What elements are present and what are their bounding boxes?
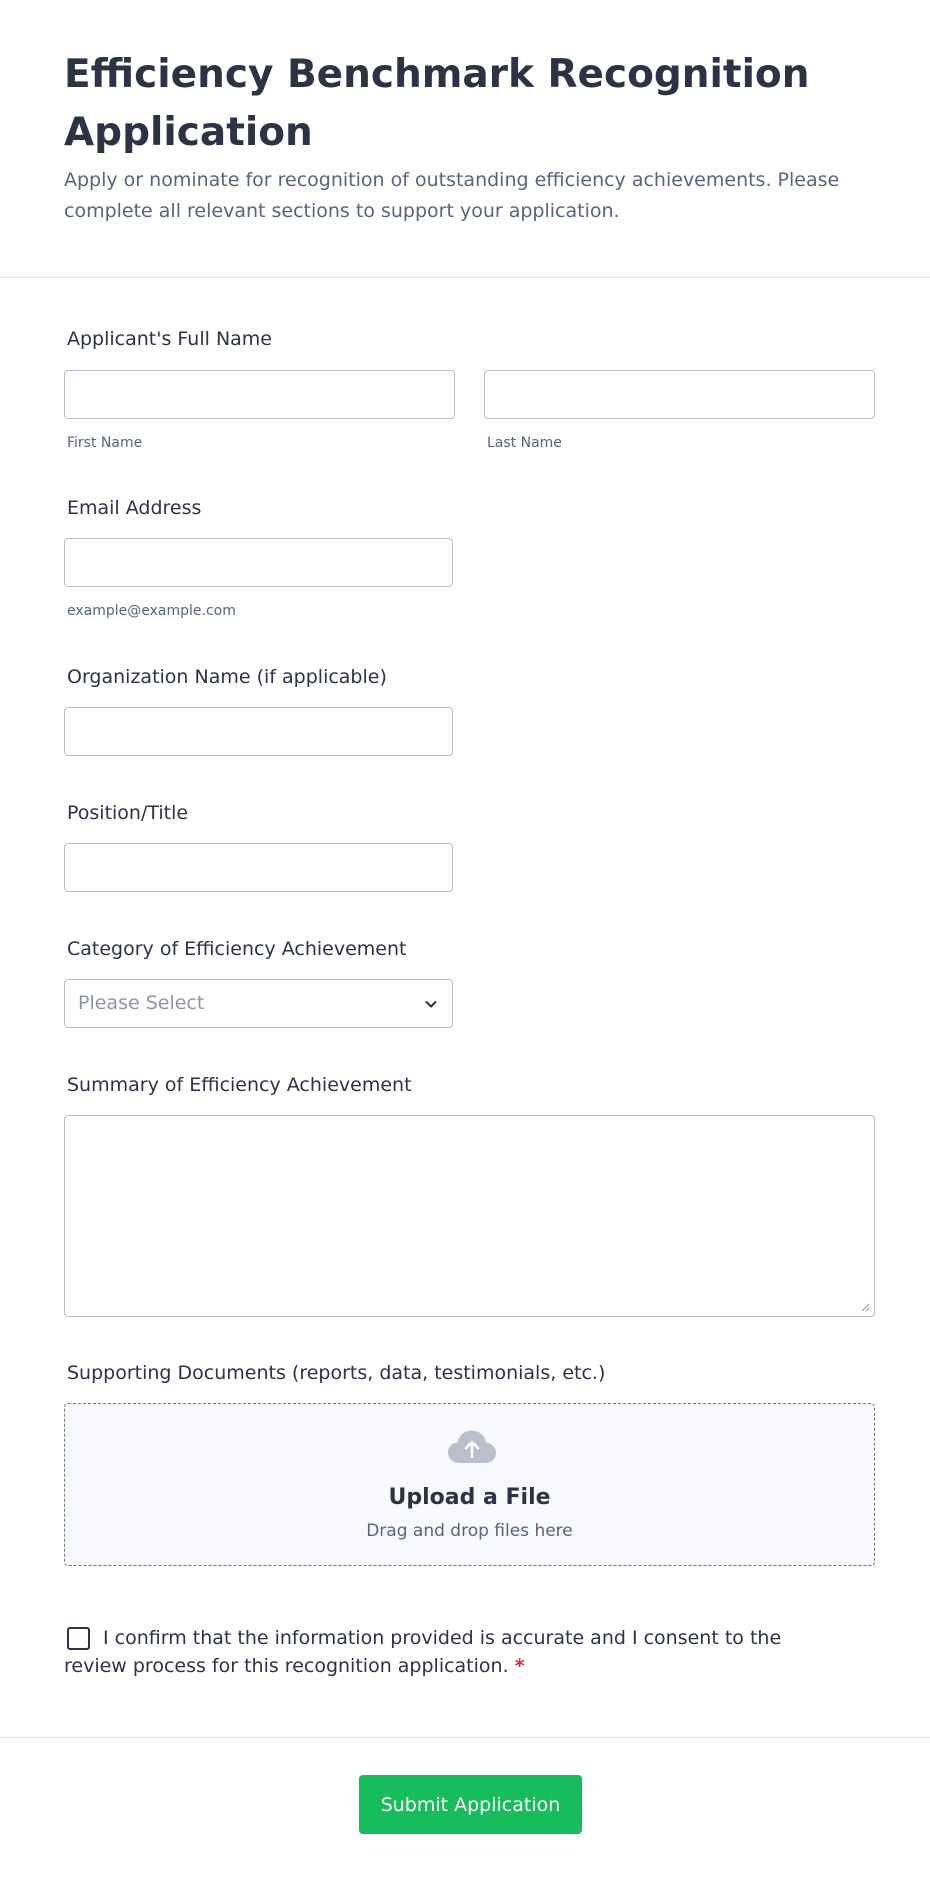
first-name-sublabel: First Name xyxy=(67,435,143,451)
documents-label: Supporting Documents (reports, data, testimonials, etc.) xyxy=(67,1362,606,1384)
last-name-sublabel: Last Name xyxy=(487,435,562,451)
summary-label: Summary of Efficiency Achievement xyxy=(67,1074,412,1096)
position-input[interactable] xyxy=(64,843,453,892)
category-selected-value: Please Select xyxy=(78,992,205,1014)
resize-grip-icon[interactable] xyxy=(860,1302,870,1312)
full-name-label: Applicant's Full Name xyxy=(67,328,273,350)
email-input[interactable] xyxy=(64,538,453,587)
position-label: Position/Title xyxy=(67,802,189,824)
file-upload-dropzone[interactable] xyxy=(64,1403,875,1566)
submit-button[interactable]: Submit Application xyxy=(359,1775,582,1834)
consent-label: I confirm that the information provided is accurate and I consent to the review process for this recognition application. xyxy=(64,1627,782,1677)
email-label: Email Address xyxy=(67,497,202,519)
organization-label: Organization Name (if applicable) xyxy=(67,666,387,688)
required-asterisk: * xyxy=(514,1655,525,1677)
chevron-down-icon xyxy=(424,997,438,1011)
summary-textarea[interactable] xyxy=(64,1115,875,1317)
upload-subtitle: Drag and drop files here xyxy=(366,1521,573,1541)
email-sublabel: example@example.com xyxy=(67,603,236,619)
footer-divider xyxy=(0,1737,930,1738)
organization-input[interactable] xyxy=(64,707,453,756)
last-name-input[interactable] xyxy=(484,370,875,419)
category-select[interactable] xyxy=(64,979,453,1028)
cloud-upload-icon xyxy=(447,1429,497,1465)
consent-text xyxy=(64,1624,844,1680)
upload-title: Upload a File xyxy=(388,1485,551,1510)
page-subtitle: Apply or nominate for recognition of outstanding efficiency achievements. Please complete all relevant sections to support your application. xyxy=(64,169,840,222)
first-name-input[interactable] xyxy=(64,370,455,419)
category-label: Category of Efficiency Achievement xyxy=(67,938,407,960)
page-title: Efficiency Benchmark Recognition Application xyxy=(64,52,810,155)
form-header xyxy=(0,0,930,278)
